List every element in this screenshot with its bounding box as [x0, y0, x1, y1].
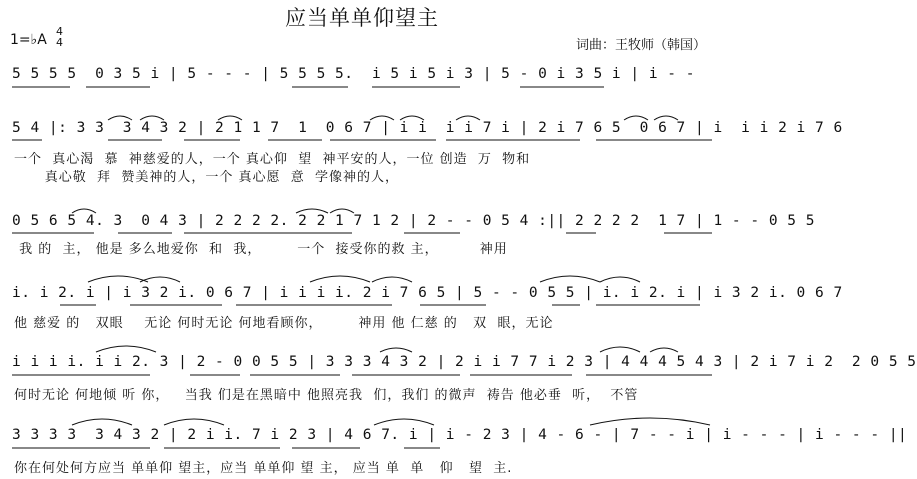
composer-credit: 词曲：王牧师（韩国） [575, 38, 706, 53]
time-signature [56, 26, 63, 48]
lyric-line-4: 他 慈爱 的 双眼 无论 何时无论 何地看顾你， 神用 他 仁慈 的 双 眼，无论 [14, 316, 554, 331]
time-signature-top: 4 [56, 25, 63, 38]
notation-line-2: 5 4 |: 3 3 3 4 3 2 | 2 1 1 7 1 0 6 7 | i i i i 7 i | 2 i 7 6 5 0 6 7 | i i i 2 i 7 6 [12, 120, 843, 136]
notation-line-1: 5 5 5 5 0 3 5 i | 5 - - - | 5 5 5 5. i 5 i 5 i 3 | 5 - 0 i 3 5 i | i - - [12, 66, 696, 82]
song-title: 应当单单仰望主 [285, 6, 439, 30]
notation-line-4: i. i 2. i | i 3 2 i. 0 6 7 | i i i i. 2 i 7 6 5 | 5 - - 0 5 5 | i. i 2. i | i 3 2 i. 0 6 7 [12, 285, 843, 301]
time-signature-bottom: 4 [56, 36, 63, 49]
lyric-line-5: 何时无论 何地倾 听 你， 当我 们是在黑暗中 他照亮我 们，我们 的微声 祷告 他必垂 听， 不管 [14, 388, 639, 403]
lyric-line-6: 你在何处何方应当 单单仰 望主，应当 单单仰 望 主， 应当 单 单 仰 望 主. [14, 461, 513, 476]
lyric-line-3: 我 的 主， 他是 多么地爱你 和 我， 一个 接受你的救 主， 神用 [14, 242, 508, 257]
notation-line-5: i i i i. i i 2. 3 | 2 - 0 0 5 5 | 3 3 3 4 3 2 | 2 i i 7 7 i 2 3 | 4 4 4 5 4 3 | 2 i 7 i 2 2 0 5 5 [12, 354, 917, 370]
key-signature: 1=♭A [10, 32, 47, 48]
lyric-line-2a: 一个 真心渴 慕 神慈爱的人，一个 真心仰 望 神平安的人，一位 创造 万 物和 [14, 152, 531, 167]
notation-line-6: 3 3 3 3 3 4 3 2 | 2 i i. 7 i 2 3 | 4 6 7. i | i - 2 3 | 4 - 6 - | 7 - - i | i - - - | i - - - || [12, 427, 908, 443]
lyric-line-2b: 真心敬 拜 赞美神的人，一个 真心愿 意 学像神的人， [14, 170, 399, 185]
notation-line-3: 0 5 6 5 4. 3 0 4 3 | 2 2 2 2. 2 2 1 7 1 2 | 2 - - 0 5 4 :|| 2 2 2 2 1 7 | 1 - - 0 5 5 [12, 213, 815, 229]
